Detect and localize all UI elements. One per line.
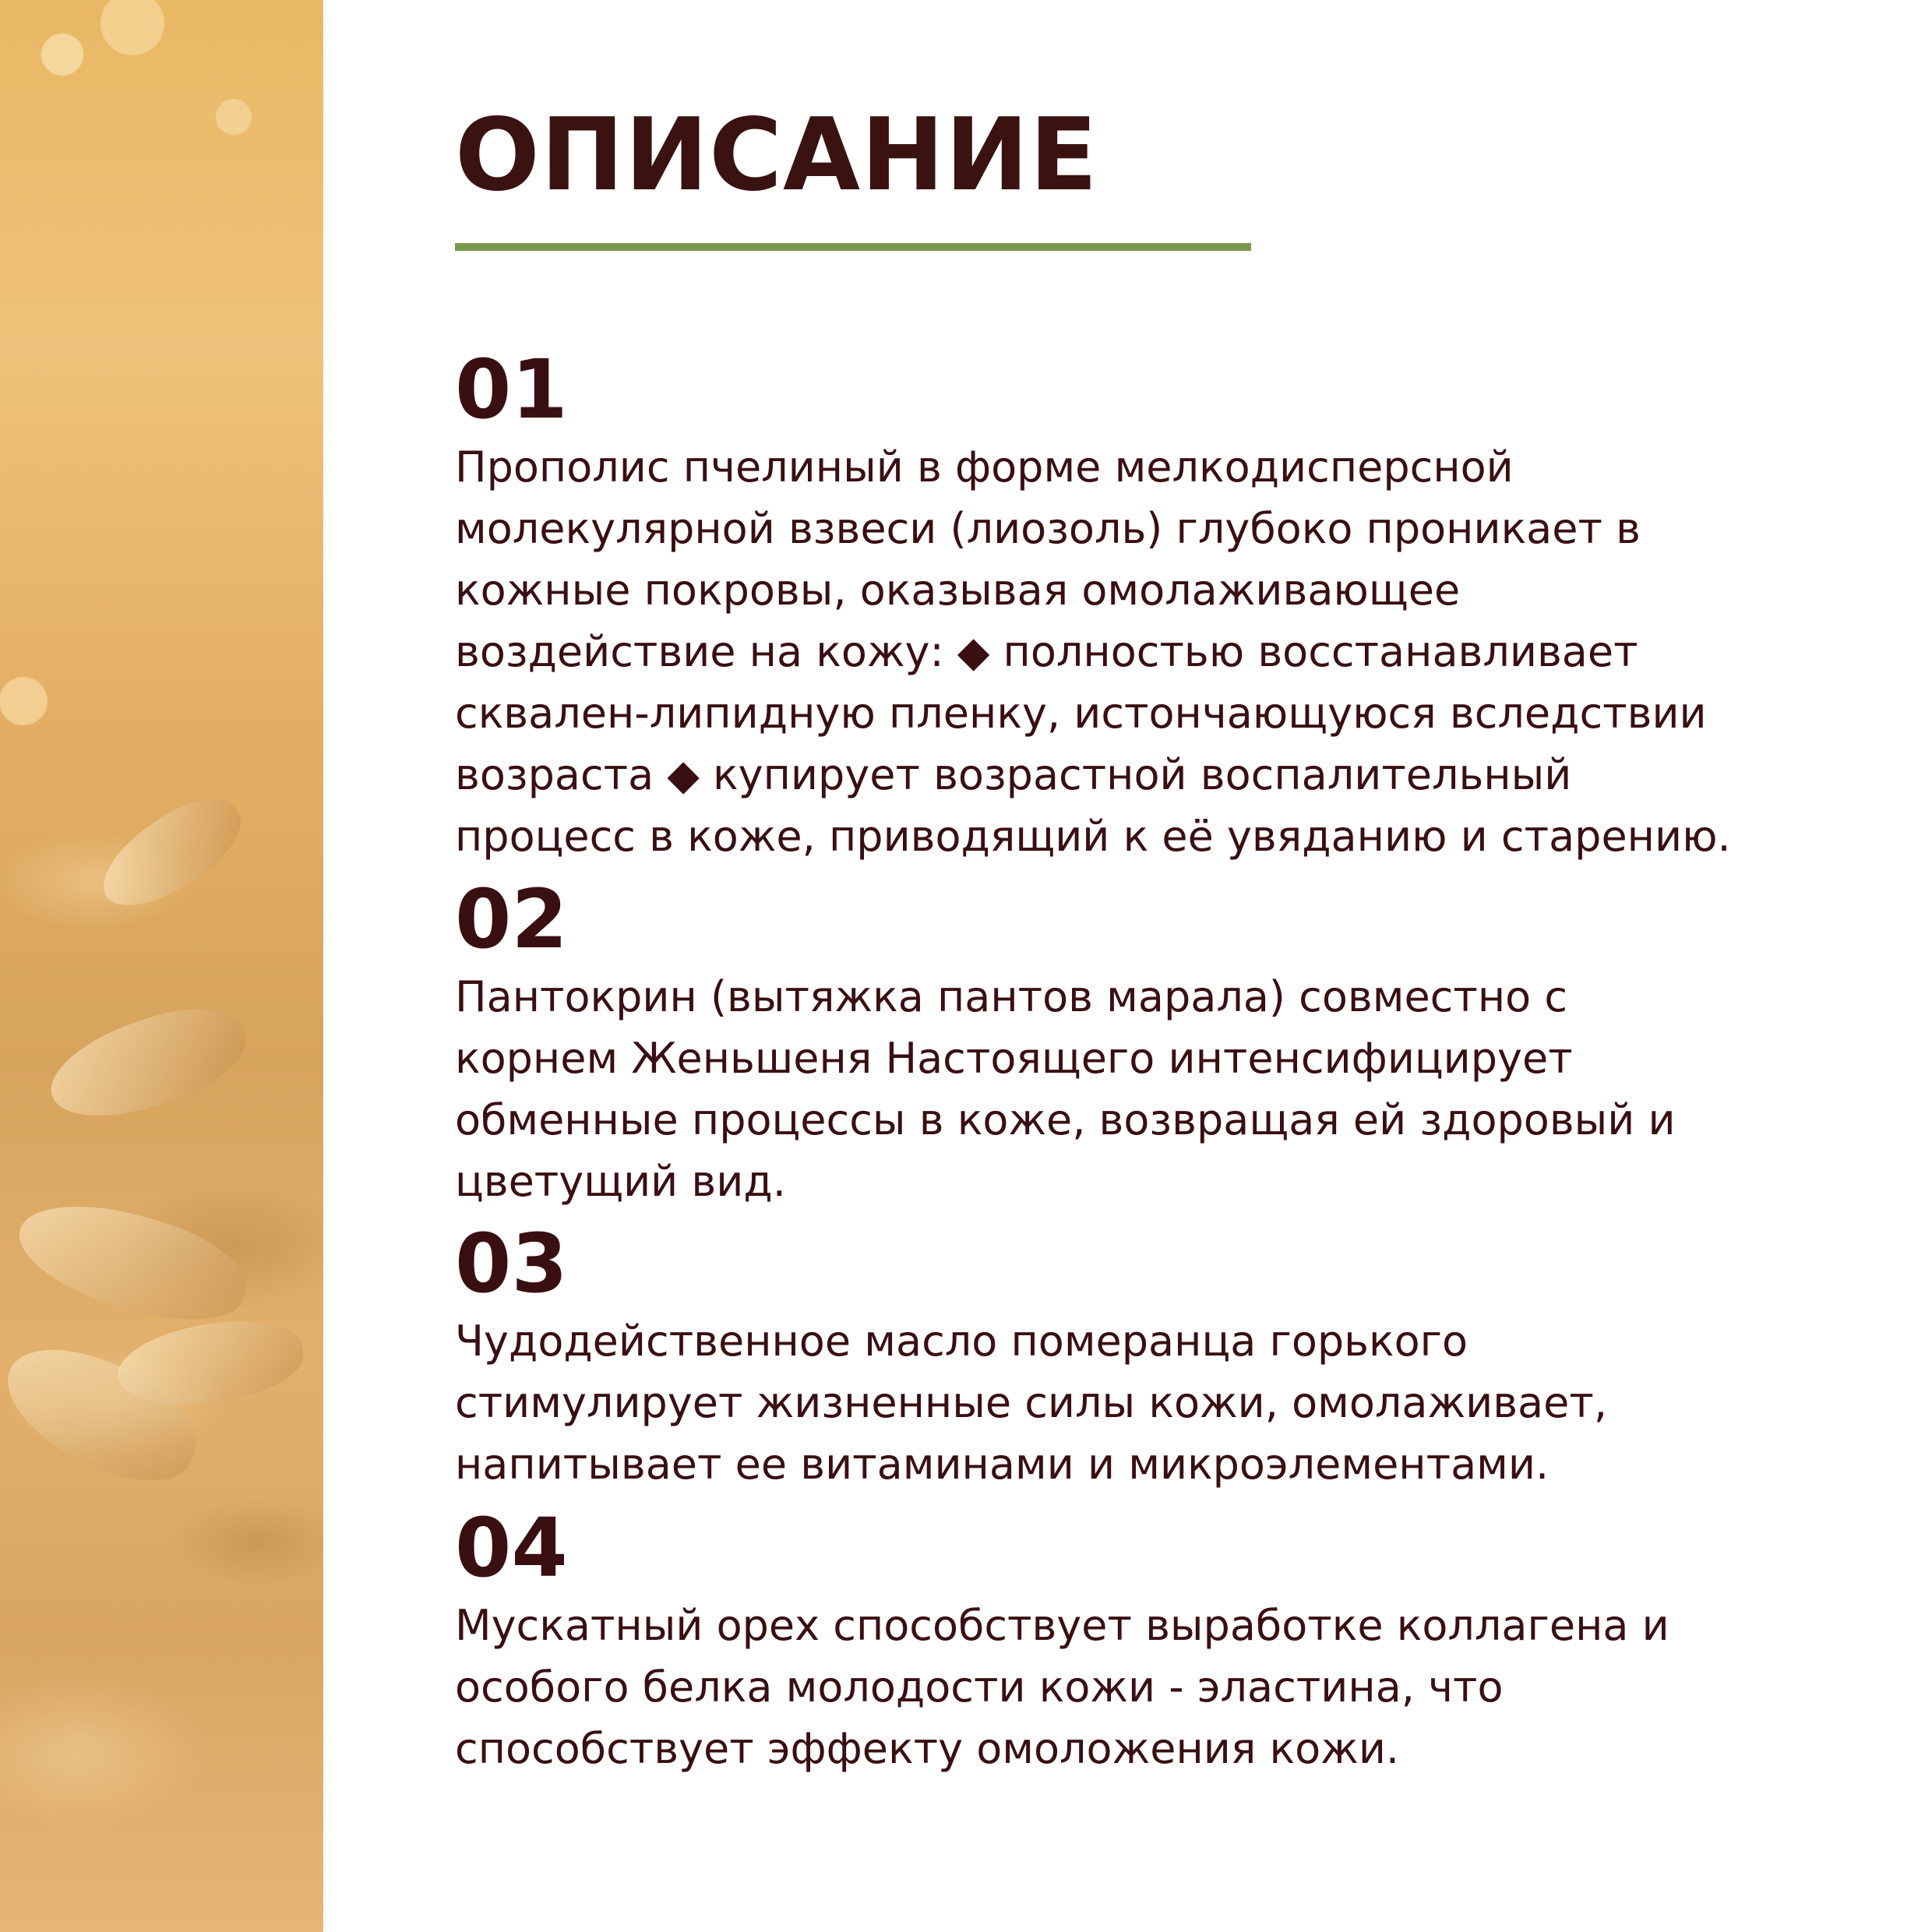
page-title: ОПИСАНИЕ [455,97,1098,213]
item-number: 04 [455,1500,568,1595]
item-text: Мускатный орех способствует выработке коллагена и особого белка молодости кожи - эластина, что способствует эффекту омоложения кожи. [455,1601,1669,1773]
item-number: 03 [455,1216,568,1311]
description-item-04 [455,1500,1881,1779]
description-item-01 [455,342,1881,867]
decorative-side-image [0,0,323,1932]
item-text: Пантокрин (вытяжка пантов марала) совместно с корнем Женьшеня Настоящего интенсифицирует обменные процессы в коже, возвращая ей здоровый и цветущий вид. [455,972,1676,1206]
description-item-02 [455,872,1881,1212]
petal-shape [8,1186,258,1338]
item-number: 01 [455,342,568,437]
title-underline [455,243,1251,251]
item-text: Прополис пчелиный в форме мелкодисперсной молекулярной взвеси (лиозоль) глубоко проникает в кожные покровы, оказывая омолаживающее воздействие на кожу: ◆ полностью восстанавливает сквален-липидную пленку, истончающуюся вследствии возраста ◆ купирует возрастной воспалительный процесс в коже, приводящий к её увяданию и старению. [455,442,1731,861]
petal-shape [87,780,255,926]
item-text: Чудодейственное масло померанца горького стимулирует жизненные силы кожи, омолаживает, напитывает ее витаминами и микроэлементами. [455,1317,1607,1489]
petal-shape [38,989,258,1138]
item-number: 02 [455,872,568,967]
description-item-03 [455,1216,1881,1495]
